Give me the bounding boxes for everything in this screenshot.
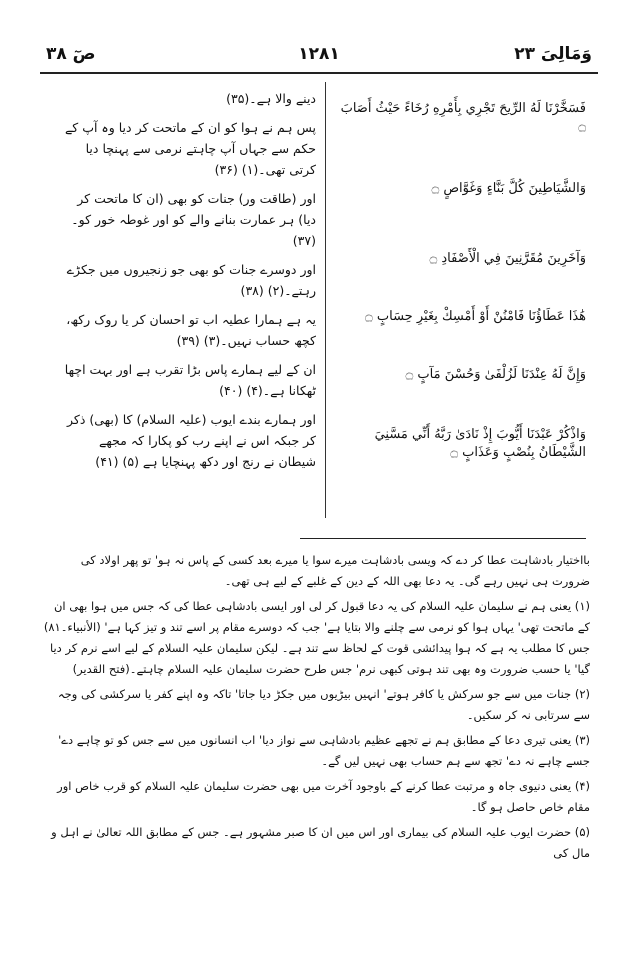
footnote-3: (۳) یعنی تیری دعا کے مطابق ہم نے تجھے عظیم بادشاہی سے نواز دیا' اب انسانوں میں سے جس کو تو چاہے دے' جسے چاہے نہ دے' تجھ سے ہم حساب بھی نہیں لیں گے۔	[58, 733, 590, 768]
urdu-translation-column	[58, 88, 316, 480]
arabic-verse-41: وَاذْكُرْ عَبْدَنَا أَيُّوبَ إِذْ نَادَىٰ رَبَّهُ أَنِّي مَسَّنِيَ الشَّيْطَانُ بِنُصْبٍ وَعَذَابٍ ۝	[374, 427, 586, 460]
footnote-5: (۵) حضرت ایوب علیہ السلام کی بیماری اور اس میں ان کا صبر مشہور ہے۔ جس کے مطابق اللہ تعالیٰ نے اہل و مال کی	[51, 825, 590, 860]
translation-verse-37: اور (طاقت ور) جنات کو بھی (ان کا ماتحت کر دیا) ہر عمارت بنانے والے کو اور غوطہ خور کو۔(۳۷)	[71, 191, 316, 248]
arabic-verse-39: هَٰذَا عَطَاؤُنَا فَامْنُنْ أَوْ أَمْسِكْ بِغَيْرِ حِسَابٍ ۝	[365, 309, 586, 324]
translation-verse-38: اور دوسرے جنات کو بھی جو زنجیروں میں جکڑے رہتے۔(۲) (۳۸)	[66, 262, 316, 298]
footnote-4: (۴) یعنی دنیوی جاہ و مرتبت عطا کرنے کے باوجود آخرت میں بھی حضرت سلیمان علیہ السلام کو قرب خاص اور مقام خاص حاصل ہو گا۔	[57, 779, 590, 814]
translation-verse-36: پس ہم نے ہوا کو ان کے ماتحت کر دیا وہ آپ کے حکم سے جہاں آپ چاہتے نرمی سے پہنچا دیا کرتی تھی۔(۱) (۳۶)	[64, 120, 316, 177]
column-divider	[325, 82, 326, 518]
translation-verse-35: دینے والا ہے۔(۳۵)	[226, 91, 316, 106]
footnote-1: (۱) یعنی ہم نے سلیمان علیہ السلام کی یہ دعا قبول کر لی اور ایسی بادشاہی عطا کی کہ جس میں ہوا بھی ان کے ماتحت تھی' یہاں ہوا کو نرمی سے چلنے والا بتایا ہے' جب کہ دوسرے مقام پر اسے تند و تیز کہا ہے' (الأنبیاء۔۸۱) جس کا مطلب یہ ہے کہ ہوا پیدائشی قوت کے لحاظ سے تند ہے۔ لیکن سلیمان علیہ السلام کے لیے اسے نرم کر دیا گیا' یا حسب ضرورت وہ بھی تند ہوتی کبھی نرم' جس طرح حضرت سلیمان علیہ السلام چاہتے۔(فتح القدیر)	[43, 599, 590, 676]
footnote-2: (۲) جنات میں سے جو سرکش یا کافر ہوتے' انہیں بیڑیوں میں جکڑ دیا جاتا' تاکہ وہ اپنے کفر یا سرکشی کی وجہ سے سرتابی نہ کر سکیں۔	[57, 687, 590, 722]
surah-reference: صٓ ۳۸	[46, 44, 96, 64]
footnote-continuation: بااختیار بادشاہت عطا کر دے کہ ویسی بادشاہت میرے سوا یا میرے بعد کسی کے پاس نہ ہو' تو پھر اولاد کی ضرورت ہی نہیں رہے گی۔ یہ دعا بھی اللہ کے دین کے غلبے کے لیے ہی تھی۔	[80, 553, 590, 588]
footnotes	[40, 550, 590, 868]
arabic-verse-36: فَسَخَّرْنَا لَهُ الرِّيحَ تَجْرِي بِأَمْرِهِ رُخَاءً حَيْثُ أَصَابَ ۝	[340, 101, 586, 134]
footnote-rule	[300, 538, 586, 539]
page-number: ۱۲۸۱	[298, 44, 340, 64]
page-header	[40, 44, 598, 70]
arabic-verse-40: وَإِنَّ لَهُ عِنْدَنَا لَزُلْفَىٰ وَحُسْنَ مَآبٍ ۝	[405, 367, 586, 382]
juz-name: وَمَالِیَ ۲۳	[514, 44, 592, 64]
arabic-verse-37: وَالشَّيَاطِينَ كُلَّ بَنَّاءٍ وَغَوَّاصٍ ۝	[431, 181, 586, 196]
arabic-verse-38: وَآخَرِينَ مُقَرَّنِينَ فِي الْأَصْفَادِ ۝	[429, 251, 586, 266]
translation-verse-39: یہ ہے ہمارا عطیہ اب تو احسان کر یا روک رکھ، کچھ حساب نہیں۔(۳) (۳۹)	[66, 312, 316, 348]
translation-verse-40: ان کے لیے ہمارے پاس بڑا تقرب ہے اور بہت اچھا ٹھکانا ہے۔(۴) (۴۰)	[64, 362, 316, 398]
translation-verse-41: اور ہمارے بندے ایوب (علیہ السلام) کا (بھی) ذکر کر جبکہ اس نے اپنے رب کو پکارا کہ مجھے شیطان نے رنج اور دکھ پہنچایا ہے (۵) (۴۱)	[66, 412, 316, 469]
header-rule	[40, 72, 598, 74]
